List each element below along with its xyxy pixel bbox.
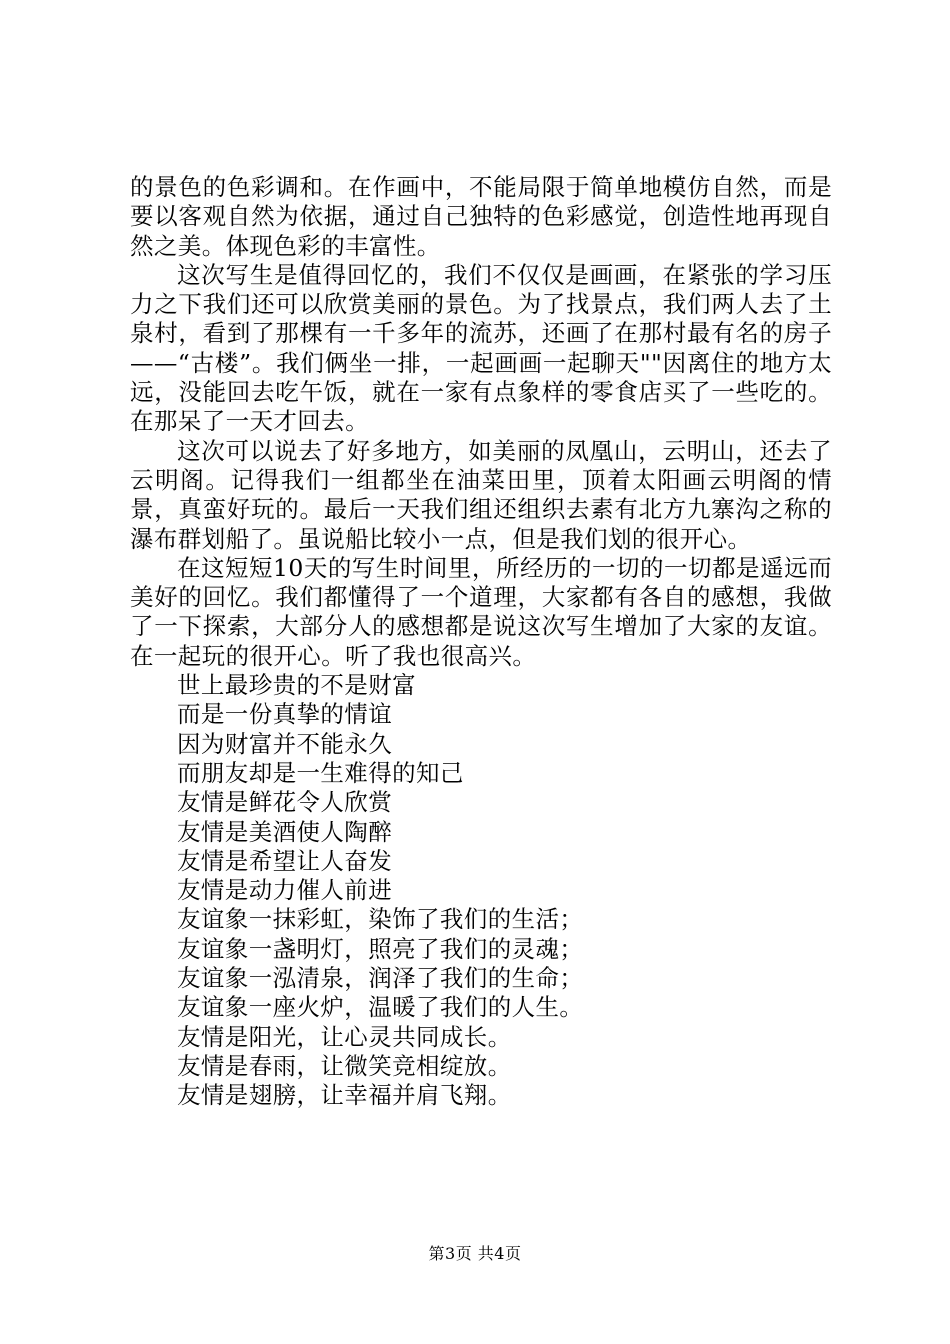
poem-line: 友谊象一抹彩虹，染饰了我们的生活； — [177, 905, 584, 934]
poem-line: 因为财富并不能永久 — [177, 729, 393, 758]
poem-line: 世上最珍贵的不是财富 — [177, 671, 416, 700]
friendship-poem — [130, 671, 832, 1110]
poem-line: 友情是动力催人前进 — [177, 876, 393, 905]
document-body — [130, 173, 832, 1111]
paragraph-places-visited: 这次可以说去了好多地方，如美丽的凤凰山，云明山，还去了云明阁。记得我们一组都坐在油菜田里，顶着太阳画云明阁的情景，真蛮好玩的。最后一天我们组还组织去素有北方九寨沟之称的瀑布群划船了。虽说船比较小一点，但是我们划的很开心。 — [130, 436, 832, 553]
poem-line: 友谊象一座火炉，温暖了我们的人生。 — [177, 993, 584, 1022]
poem-line: 友情是希望让人奋发 — [177, 846, 393, 875]
poem-line: 友情是春雨，让微笑竞相绽放。 — [177, 1051, 512, 1080]
paragraph-sketching-trip: 这次写生是值得回忆的，我们不仅仅是画画，在紧张的学习压力之下我们还可以欣赏美丽的景色。为了找景点，我们两人去了土泉村，看到了那棵有一千多年的流苏，还画了在那村最有名的房子——“古楼”。我们俩坐一排，一起画画一起聊天""因离住的地方太远，没能回去吃午饭，就在一家有点象样的零食店买了一些吃的。在那呆了一天才回去。 — [130, 260, 832, 436]
poem-line: 友情是美酒使人陶醉 — [177, 817, 393, 846]
paragraph-continuation: 的景色的色彩调和。在作画中，不能局限于简单地模仿自然，而是要以客观自然为依据，通过自己独特的色彩感觉，创造性地再现自然之美。体现色彩的丰富性。 — [130, 173, 832, 260]
poem-line: 友情是翅膀，让幸福并肩飞翔。 — [177, 1081, 512, 1110]
poem-line: 而是一份真挚的情谊 — [177, 700, 393, 729]
poem-line: 友谊象一泓清泉，润泽了我们的生命； — [177, 964, 584, 993]
poem-line: 友谊象一盏明灯，照亮了我们的灵魂； — [177, 934, 584, 963]
poem-line: 而朋友却是一生难得的知己 — [177, 758, 464, 787]
poem-line: 友情是鲜花令人欣赏 — [177, 788, 393, 817]
paragraph-friendship-reflection: 在这短短10天的写生时间里，所经历的一切的一切都是遥远而美好的回忆。我们都懂得了一个道理，大家都有各自的感想，我做了一下探索，大部分人的感想都是说这次写生增加了大家的友谊。在一起玩的很开心。听了我也很高兴。 — [130, 553, 832, 670]
poem-line: 友情是阳光，让心灵共同成长。 — [177, 1022, 512, 1051]
page-number-footer: 第3页 共4页 — [428, 1244, 522, 1263]
